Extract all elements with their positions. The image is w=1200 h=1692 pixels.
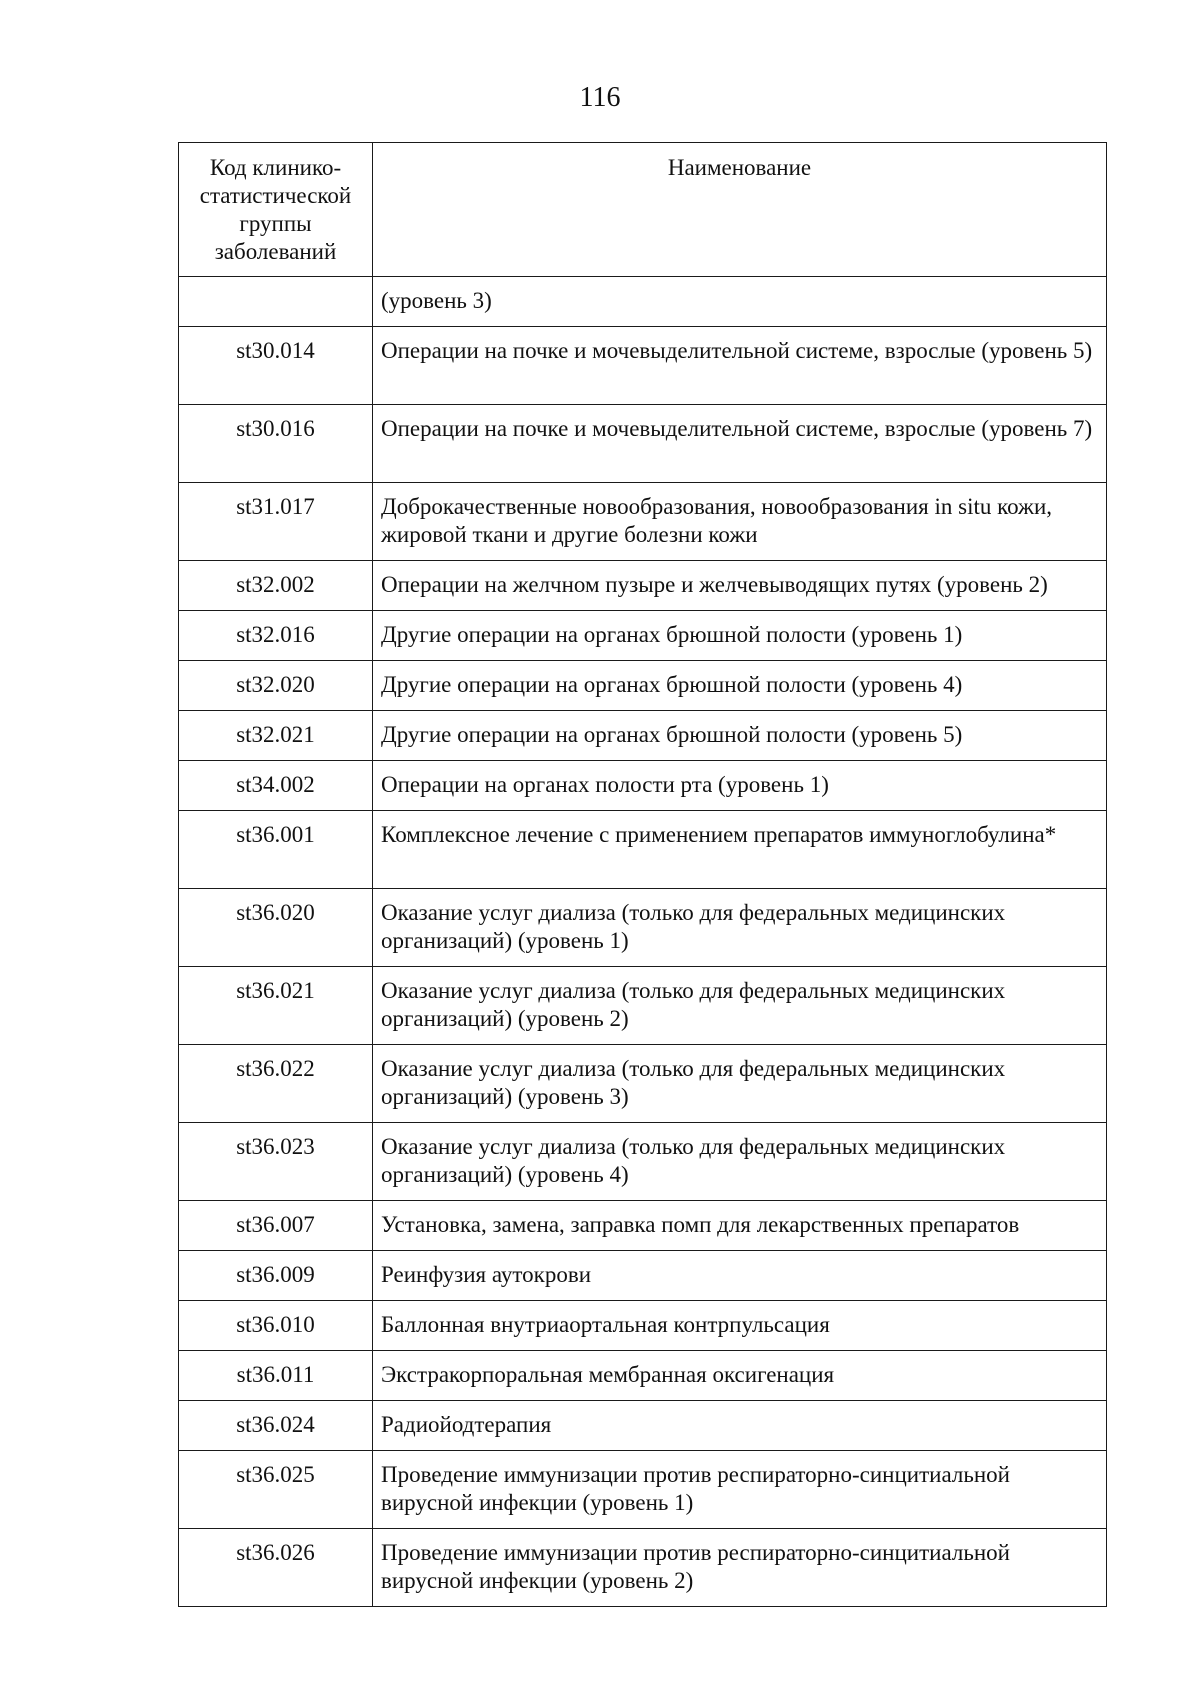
row-name: Доброкачественные новообразования, новообразования in situ кожи, жировой ткани и другие болезни кожи bbox=[373, 483, 1107, 561]
table-row bbox=[179, 561, 1107, 611]
table-row bbox=[179, 277, 1107, 327]
row-code: st32.002 bbox=[179, 561, 373, 611]
row-name: Баллонная внутриаортальная контрпульсация bbox=[373, 1301, 1107, 1351]
row-name: Проведение иммунизации против респираторно-синцитиальной вирусной инфекции (уровень 1) bbox=[373, 1451, 1107, 1529]
table-row bbox=[179, 405, 1107, 483]
row-name: Операции на органах полости рта (уровень 1) bbox=[373, 761, 1107, 811]
row-code: st32.016 bbox=[179, 611, 373, 661]
table-row bbox=[179, 611, 1107, 661]
row-name: Другие операции на органах брюшной полости (уровень 1) bbox=[373, 611, 1107, 661]
row-name: Операции на почке и мочевыделительной системе, взрослые (уровень 5) bbox=[373, 327, 1107, 405]
row-code: st36.011 bbox=[179, 1351, 373, 1401]
row-name: Другие операции на органах брюшной полости (уровень 5) bbox=[373, 711, 1107, 761]
row-name: Установка, замена, заправка помп для лекарственных препаратов bbox=[373, 1201, 1107, 1251]
row-code: st30.014 bbox=[179, 327, 373, 405]
row-code: st36.010 bbox=[179, 1301, 373, 1351]
row-code: st30.016 bbox=[179, 405, 373, 483]
row-code: st36.025 bbox=[179, 1451, 373, 1529]
table-row bbox=[179, 661, 1107, 711]
row-code: st36.021 bbox=[179, 967, 373, 1045]
table-row bbox=[179, 811, 1107, 889]
row-code: st31.017 bbox=[179, 483, 373, 561]
row-code: st32.020 bbox=[179, 661, 373, 711]
table-row bbox=[179, 1351, 1107, 1401]
ksg-table bbox=[178, 142, 1107, 1607]
table-row bbox=[179, 967, 1107, 1045]
table-row bbox=[179, 889, 1107, 967]
table-row bbox=[179, 1123, 1107, 1201]
table-row bbox=[179, 327, 1107, 405]
row-code: st36.026 bbox=[179, 1529, 373, 1607]
table-row bbox=[179, 1201, 1107, 1251]
row-code: st36.007 bbox=[179, 1201, 373, 1251]
row-name: Комплексное лечение с применением препаратов иммуноглобулина* bbox=[373, 811, 1107, 889]
row-name: Оказание услуг диализа (только для федеральных медицинских организаций) (уровень 1) bbox=[373, 889, 1107, 967]
row-name: Оказание услуг диализа (только для федеральных медицинских организаций) (уровень 4) bbox=[373, 1123, 1107, 1201]
table-row bbox=[179, 1301, 1107, 1351]
table-row bbox=[179, 1401, 1107, 1451]
row-code: st36.024 bbox=[179, 1401, 373, 1451]
row-name: Оказание услуг диализа (только для федеральных медицинских организаций) (уровень 3) bbox=[373, 1045, 1107, 1123]
row-name: Другие операции на органах брюшной полости (уровень 4) bbox=[373, 661, 1107, 711]
table-row bbox=[179, 483, 1107, 561]
row-name: Операции на почке и мочевыделительной системе, взрослые (уровень 7) bbox=[373, 405, 1107, 483]
table-row bbox=[179, 761, 1107, 811]
table-row bbox=[179, 1529, 1107, 1607]
row-code bbox=[179, 277, 373, 327]
row-code: st36.023 bbox=[179, 1123, 373, 1201]
row-name: (уровень 3) bbox=[373, 277, 1107, 327]
header-name: Наименование bbox=[373, 143, 1107, 277]
row-name: Экстракорпоральная мембранная оксигенация bbox=[373, 1351, 1107, 1401]
header-code: Код клинико-статистической группы заболеваний bbox=[179, 143, 373, 277]
table-row bbox=[179, 711, 1107, 761]
row-code: st36.009 bbox=[179, 1251, 373, 1301]
table-row bbox=[179, 1451, 1107, 1529]
row-code: st36.001 bbox=[179, 811, 373, 889]
table-header-row bbox=[179, 143, 1107, 277]
row-name: Реинфузия аутокрови bbox=[373, 1251, 1107, 1301]
row-code: st32.021 bbox=[179, 711, 373, 761]
row-code: st36.020 bbox=[179, 889, 373, 967]
row-name: Оказание услуг диализа (только для федеральных медицинских организаций) (уровень 2) bbox=[373, 967, 1107, 1045]
row-name: Проведение иммунизации против респираторно-синцитиальной вирусной инфекции (уровень 2) bbox=[373, 1529, 1107, 1607]
row-name: Радиойодтерапия bbox=[373, 1401, 1107, 1451]
row-code: st36.022 bbox=[179, 1045, 373, 1123]
table-row bbox=[179, 1045, 1107, 1123]
row-name: Операции на желчном пузыре и желчевыводящих путях (уровень 2) bbox=[373, 561, 1107, 611]
page-number: 116 bbox=[579, 82, 621, 113]
row-code: st34.002 bbox=[179, 761, 373, 811]
table-row bbox=[179, 1251, 1107, 1301]
